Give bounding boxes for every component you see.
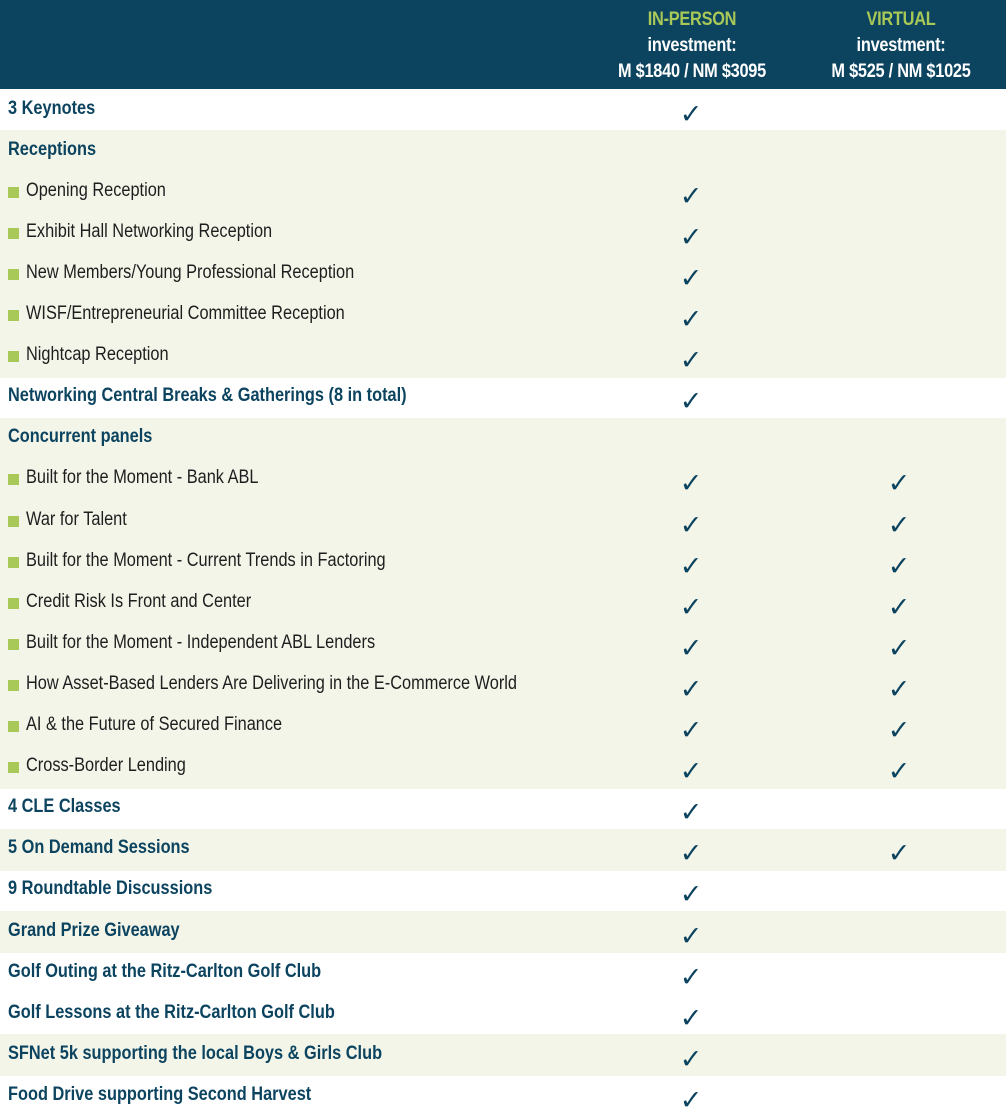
category-label: Concurrent panels <box>8 426 153 448</box>
virtual-check-icon: ✓ <box>887 715 911 747</box>
sub-item-row <box>0 623 1006 665</box>
square-bullet-icon <box>8 187 19 198</box>
item-label: New Members/Young Professional Reception <box>26 261 355 283</box>
inperson-check-icon: ✓ <box>679 797 703 829</box>
square-bullet-icon <box>8 310 19 321</box>
item-label: Built for the Moment - Bank ABL <box>26 467 259 489</box>
item-label: AI & the Future of Secured Finance <box>26 714 283 736</box>
category-row <box>0 911 1006 953</box>
category-row <box>0 1075 1006 1117</box>
category-row <box>0 130 1006 172</box>
category-label: Receptions <box>8 138 97 160</box>
virtual-title: VIRTUAL <box>866 9 936 30</box>
virtual-column-header <box>811 7 992 85</box>
sub-item-row <box>0 253 1006 295</box>
category-row <box>0 89 1006 131</box>
inperson-check-icon: ✓ <box>679 1084 703 1116</box>
inperson-check-icon: ✓ <box>679 550 703 582</box>
category-row <box>0 377 1006 419</box>
inperson-check-icon: ✓ <box>679 262 703 294</box>
inperson-check-icon: ✓ <box>679 961 703 993</box>
square-bullet-icon <box>8 680 19 691</box>
item-label: Exhibit Hall Networking Reception <box>26 220 273 242</box>
category-label: Golf Lessons at the Ritz-Carlton Golf Club <box>8 1001 335 1023</box>
category-label: SFNet 5k supporting the local Boys & Girls Club <box>8 1042 383 1064</box>
square-bullet-icon <box>8 351 19 362</box>
category-row <box>0 952 1006 994</box>
category-row <box>0 788 1006 830</box>
item-label: WISF/Entrepreneurial Committee Reception <box>26 303 345 325</box>
square-bullet-icon <box>8 598 19 609</box>
item-label: Cross-Border Lending <box>26 755 186 777</box>
inperson-column-header <box>599 7 785 85</box>
square-bullet-icon <box>8 721 19 732</box>
category-label: Food Drive supporting Second Harvest <box>8 1083 312 1105</box>
sub-item-row <box>0 336 1006 378</box>
inperson-check-icon: ✓ <box>679 1043 703 1075</box>
category-row <box>0 870 1006 912</box>
square-bullet-icon <box>8 639 19 650</box>
inperson-check-icon: ✓ <box>679 386 703 418</box>
category-label: 3 Keynotes <box>8 97 96 119</box>
item-label: How Asset-Based Lenders Are Delivering in the E-Commerce World <box>26 672 518 694</box>
inperson-check-icon: ✓ <box>679 345 703 377</box>
inperson-check-icon: ✓ <box>679 468 703 500</box>
inperson-check-icon: ✓ <box>679 920 703 952</box>
square-bullet-icon <box>8 762 19 773</box>
sub-item-row <box>0 212 1006 254</box>
sub-item-row <box>0 747 1006 789</box>
sub-item-row <box>0 500 1006 542</box>
inperson-check-icon: ✓ <box>679 756 703 788</box>
inperson-check-icon: ✓ <box>679 879 703 911</box>
square-bullet-icon <box>8 557 19 568</box>
inperson-check-icon: ✓ <box>679 673 703 705</box>
category-label: 4 CLE Classes <box>8 796 121 818</box>
virtual-check-icon: ✓ <box>887 673 911 705</box>
inperson-check-icon: ✓ <box>679 632 703 664</box>
virtual-check-icon: ✓ <box>887 468 911 500</box>
inperson-check-icon: ✓ <box>679 304 703 336</box>
sub-item-row <box>0 295 1006 337</box>
category-row <box>0 1034 1006 1076</box>
item-label: Opening Reception <box>26 179 166 201</box>
category-row <box>0 829 1006 871</box>
square-bullet-icon <box>8 474 19 485</box>
virtual-check-icon: ✓ <box>887 756 911 788</box>
category-label: 9 Roundtable Discussions <box>8 878 213 900</box>
category-label: Grand Prize Giveaway <box>8 919 180 941</box>
item-label: Built for the Moment - Independent ABL Lenders <box>26 631 376 653</box>
virtual-check-icon: ✓ <box>887 509 911 541</box>
inperson-check-icon: ✓ <box>679 221 703 253</box>
sub-item-row <box>0 459 1006 501</box>
sub-item-row <box>0 706 1006 748</box>
category-label: Networking Central Breaks & Gatherings (8 in total) <box>8 385 407 407</box>
sub-item-row <box>0 664 1006 706</box>
category-row <box>0 993 1006 1035</box>
sub-item-row <box>0 541 1006 583</box>
inperson-check-icon: ✓ <box>679 180 703 212</box>
item-label: Credit Risk Is Front and Center <box>26 590 252 612</box>
item-label: Built for the Moment - Current Trends in Factoring <box>26 549 386 571</box>
virtual-check-icon: ✓ <box>887 632 911 664</box>
category-label: 5 On Demand Sessions <box>8 837 190 859</box>
virtual-price: M $525 / NM $1025 <box>831 61 971 82</box>
virtual-investment-label: investment: <box>856 35 946 56</box>
category-label: Golf Outing at the Ritz-Carlton Golf Club <box>8 960 322 982</box>
sub-item-row <box>0 582 1006 624</box>
item-label: Nightcap Reception <box>26 344 169 366</box>
inperson-check-icon: ✓ <box>679 715 703 747</box>
inperson-check-icon: ✓ <box>679 838 703 870</box>
virtual-check-icon: ✓ <box>887 550 911 582</box>
inperson-check-icon: ✓ <box>679 591 703 623</box>
sub-item-row <box>0 171 1006 213</box>
table-header <box>0 0 1006 89</box>
virtual-check-icon: ✓ <box>887 838 911 870</box>
category-row <box>0 418 1006 460</box>
inperson-check-icon: ✓ <box>679 509 703 541</box>
inperson-check-icon: ✓ <box>679 98 703 130</box>
inperson-title: IN-PERSON <box>647 9 737 30</box>
inperson-investment-label: investment: <box>647 35 737 56</box>
square-bullet-icon <box>8 228 19 239</box>
inperson-check-icon: ✓ <box>679 1002 703 1034</box>
virtual-check-icon: ✓ <box>887 591 911 623</box>
item-label: War for Talent <box>26 508 127 530</box>
inperson-price: M $1840 / NM $3095 <box>618 61 766 82</box>
square-bullet-icon <box>8 516 19 527</box>
square-bullet-icon <box>8 269 19 280</box>
